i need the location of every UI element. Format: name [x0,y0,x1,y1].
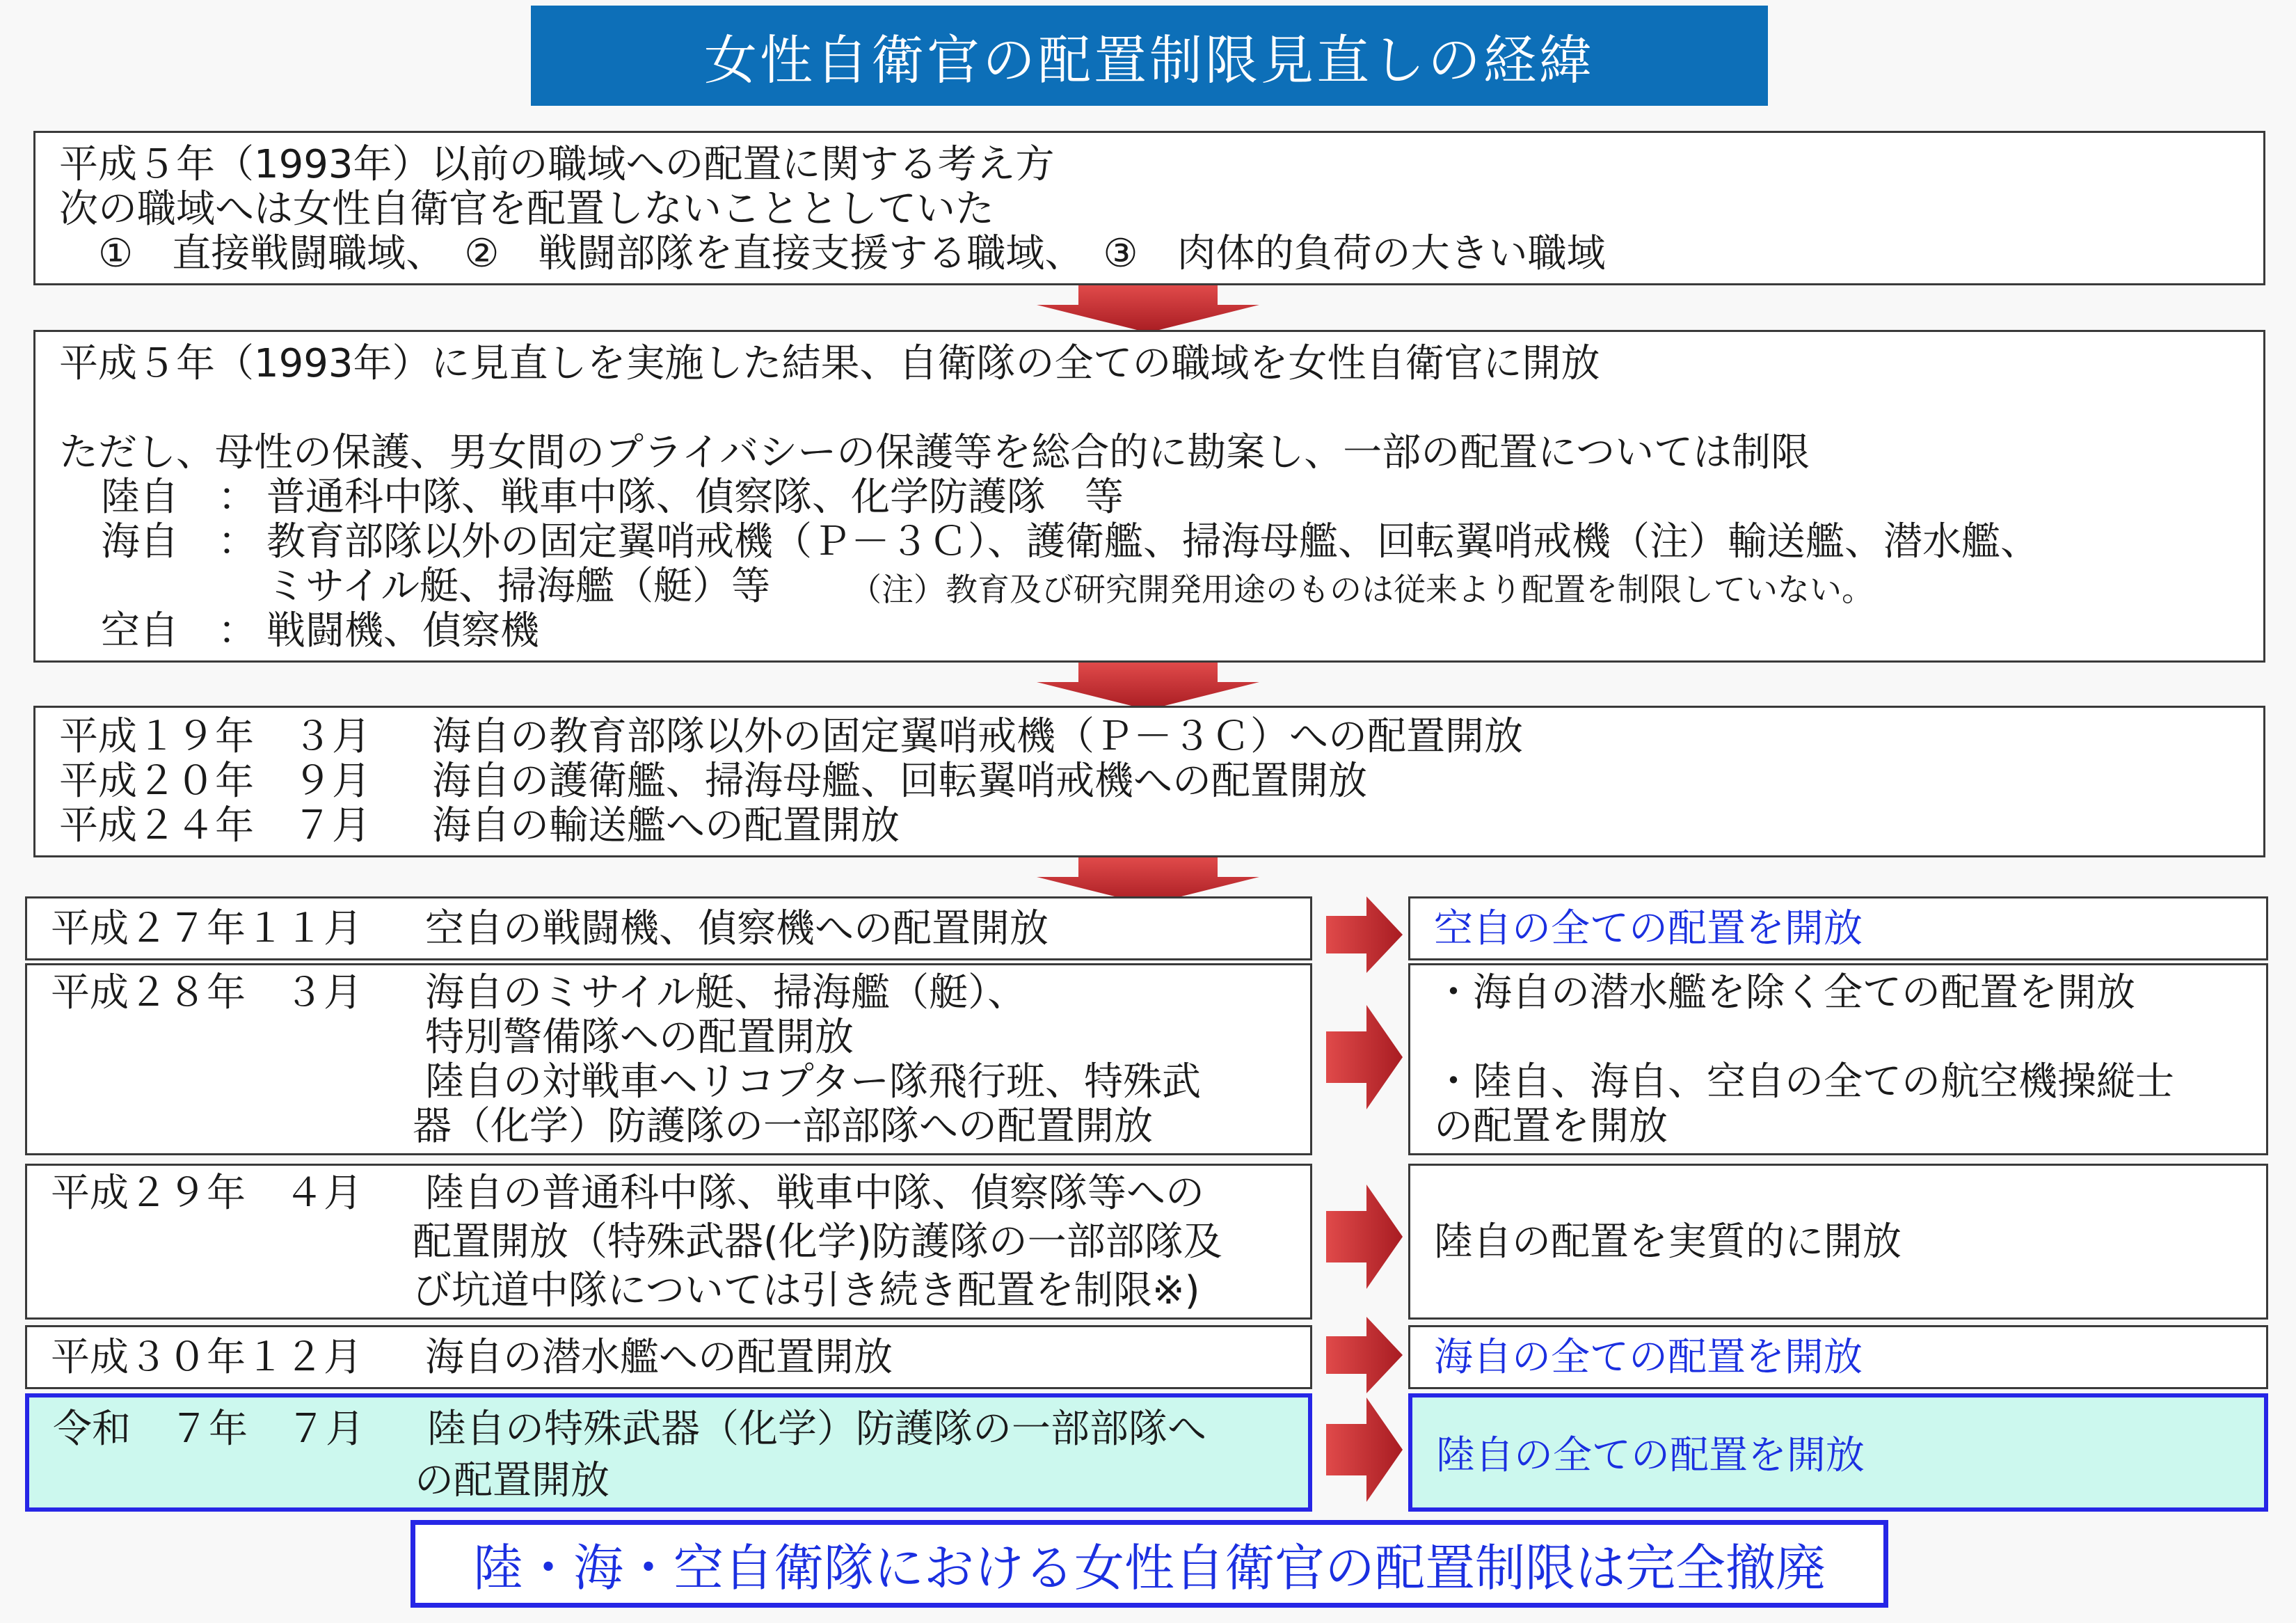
arrow-down-icon [1037,663,1259,710]
arrow-right-icon [1326,1317,1403,1393]
pre-1993-box [33,131,2265,285]
event-text-2: 特別警備隊への配置開放 [425,1015,854,1060]
event-date: 平成２８年 ３月 [51,970,362,1015]
page-title: 女性自衛官の配置制限見直しの経緯 [531,6,1768,106]
event-text-1: 陸自の特殊武器（化学）防護隊の一部部隊へ [427,1407,1206,1452]
gsdf-colon: ： [218,475,257,520]
arrow-right-icon [1326,1185,1403,1289]
gsdf-restrictions: 普通科中隊、戦車中隊、偵察隊、化学防護隊 等 [266,475,1124,520]
box1-line-1: 平成５年（1993年）以前の職域への配置に関する考え方 [59,142,1055,187]
msdf-restrictions-1: 教育部隊以外の固定翼哨戒機（Ｐ－３Ｃ）、護衛艦、掃海母艦、回転翼哨戒機（注）輸送艦、潜水艦、 [266,519,2039,564]
msdf-restrictions-2: ミサイル艇、掃海艦（艇）等 [266,564,771,609]
event-text: 海自の潜水艦への配置開放 [425,1335,893,1380]
box3-date-3: 平成２４年 ７月 [59,803,371,848]
box2-line-1: 平成５年（1993年）に見直しを実施した結果、自衛隊の全ての職域を女性自衛官に開放 [59,341,1600,386]
event-text-4: 器（化学）防護隊の一部部隊への配置開放 [413,1104,1153,1149]
box3-text-2: 海自の護衛艦、掃海母艦、回転翼哨戒機への配置開放 [432,759,1367,804]
box3-text-3: 海自の輸送艦への配置開放 [432,803,900,848]
conclusion-banner: 陸・海・空自衛隊における女性自衛官の配置制限は完全撤廃 [410,1520,1888,1608]
result-text-1: ・海自の潜水艦を除く全ての配置を開放 [1434,970,2135,1015]
box1-line-2: 次の職域へは女性自衛官を配置しないこととしていた [59,187,994,232]
box3-date-2: 平成２０年 ９月 [59,759,371,804]
arrow-right-icon [1326,896,1403,973]
event-2025-07 [25,1393,1312,1512]
event-2015-11 [25,896,1312,960]
result-text-2: ・陸自、海自、空自の全ての航空機操縦士 [1434,1059,2174,1105]
1993-review-box [33,330,2265,663]
msdf-label: 海自 [101,519,179,564]
box1-line-3: ① 直接戦闘職域、 ② 戦闘部隊を直接支援する職域、 ③ 肉体的負荷の大きい職域 [59,231,1606,276]
result-text-3: の配置を開放 [1434,1104,1668,1149]
event-text: 空自の戦闘機、偵察機への配置開放 [425,906,1049,951]
event-text-1: 海自のミサイル艇、掃海艦（艇）、 [425,970,1027,1015]
event-2018-12 [25,1325,1312,1389]
result-text: 陸自の全ての配置を開放 [1436,1433,1865,1478]
footnote: （注）教育及び研究開発用途のものは従来より配置を制限していない。 [850,571,1874,608]
event-date: 平成２７年１１月 [51,906,362,951]
box2-line-2: ただし、母性の保護、男女間のプライバシーの保護等を総合的に勘案し、一部の配置については制限 [59,430,1810,475]
result-2025-07 [1408,1393,2268,1512]
event-date: 平成３０年１２月 [51,1335,362,1380]
asdf-colon: ： [218,608,257,654]
result-2017-04 [1408,1164,2268,1320]
event-text-2: 配置開放（特殊武器(化学)防護隊の一部部隊及 [413,1219,1222,1265]
box3-date-1: 平成１９年 ３月 [59,714,371,759]
2007-2012-box [33,706,2265,857]
box3-text-1: 海自の教育部隊以外の固定翼哨戒機（Ｐ－３Ｃ）への配置開放 [432,714,1523,759]
event-2016-03 [25,963,1312,1155]
result-text: 陸自の配置を実質的に開放 [1434,1219,1902,1265]
arrow-right-icon [1326,1398,1403,1502]
result-text: 海自の全ての配置を開放 [1434,1335,1863,1380]
msdf-colon: ： [218,519,257,564]
event-text-3: 陸自の対戦車ヘリコプター隊飛行班、特殊武 [425,1059,1201,1105]
result-text: 空自の全ての配置を開放 [1434,906,1863,951]
result-2015-11 [1408,896,2268,960]
result-2016-03 [1408,963,2268,1155]
event-text-3: び坑道中隊については引き続き配置を制限※) [413,1268,1200,1313]
event-date: 令和 ７年 ７月 [53,1407,365,1452]
gsdf-label: 陸自 [101,475,179,520]
event-text-1: 陸自の普通科中隊、戦車中隊、偵察隊等への [425,1171,1204,1216]
result-2018-12 [1408,1325,2268,1389]
asdf-label: 空自 [101,608,179,654]
arrow-down-icon [1037,285,1259,333]
asdf-restrictions: 戦闘機、偵察機 [266,608,539,654]
event-text-2: の配置開放 [415,1458,609,1503]
event-date: 平成２９年 ４月 [51,1171,362,1216]
arrow-right-icon [1326,1005,1403,1109]
event-2017-04 [25,1164,1312,1320]
